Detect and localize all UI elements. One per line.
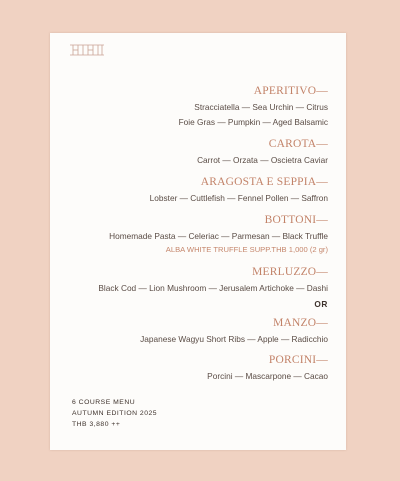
course-line: Stracciatella — Sea Urchin — Citrus: [194, 102, 328, 112]
or-divider: OR: [314, 299, 328, 309]
course-line: Carrot — Orzata — Oscietra Caviar: [197, 155, 328, 165]
course-title: APERITIVO—: [253, 85, 328, 97]
course-porcini: [207, 354, 328, 381]
course-line: Foie Gras — Pumpkin — Aged Balsamic: [178, 117, 328, 127]
course-bottoni: [109, 214, 328, 254]
menu-footer: [72, 397, 157, 430]
course-merluzzo: [98, 266, 328, 293]
course-carota: [197, 138, 328, 165]
menu-edition: AUTUMN EDITION 2025: [72, 410, 158, 417]
menu-card: [50, 33, 346, 450]
restaurant-logo-icon: [70, 44, 104, 56]
course-manzo: [140, 317, 328, 344]
course-line: Homemade Pasta — Celeriac — Parmesan — Black Truffle: [109, 231, 328, 241]
course-aperitivo: [179, 85, 328, 127]
course-title: CAROTA—: [268, 138, 328, 150]
course-line: Porcini — Mascarpone — Cacao: [207, 371, 328, 381]
course-aragosta-e-seppia: [150, 176, 328, 203]
course-title: BOTTONI—: [264, 214, 328, 226]
course-title: MANZO—: [273, 317, 328, 329]
course-line: Black Cod — Lion Mushroom — Jerusalem Artichoke — Dashi: [98, 283, 328, 293]
menu-name: 6 COURSE MENU: [72, 399, 136, 406]
course-title: ARAGOSTA E SEPPIA—: [200, 176, 328, 188]
supplement-note: ALBA WHITE TRUFFLE SUPP.THB 1,000 (2 gr): [165, 245, 328, 254]
course-title: MERLUZZO—: [252, 266, 328, 278]
menu-price: THB 3,880 ++: [72, 421, 121, 428]
course-line: Japanese Wagyu Short Ribs — Apple — Radicchio: [140, 334, 328, 344]
course-title: PORCINI—: [268, 354, 328, 366]
course-line: Lobster — Cuttlefish — Fennel Pollen — Saffron: [149, 193, 328, 203]
